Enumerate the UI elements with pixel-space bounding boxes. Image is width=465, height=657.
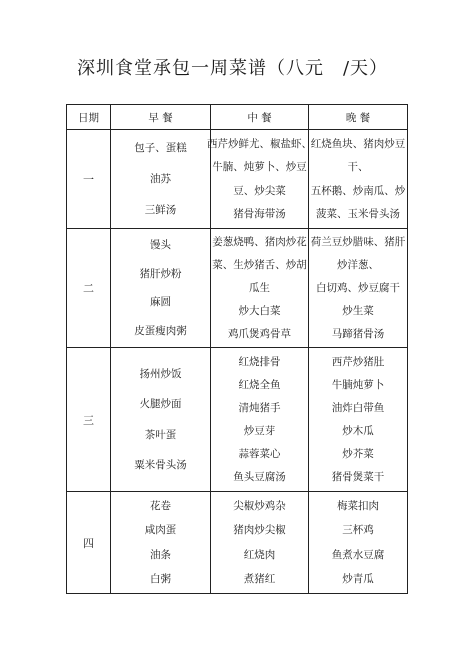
day-label: 一 [67, 130, 111, 229]
day-label: 三 [67, 348, 111, 492]
dish-item: 包子、蛋糕 [134, 141, 187, 154]
breakfast-cell [111, 130, 211, 229]
dinner-cell [309, 130, 408, 229]
dish-item: 油苏 [150, 172, 171, 185]
dish-item: 猪骨海带汤 [233, 208, 286, 221]
dish-item: 瓜生 [249, 281, 270, 294]
dish-item: 豆、炒尖菜 [233, 184, 286, 197]
dish-item: 咸肉蛋 [144, 524, 177, 537]
dish-item: 五杯鹅、炒南瓜、炒 [310, 184, 406, 197]
dish-item: 炒青瓜 [342, 572, 374, 585]
dinner-cell [309, 229, 408, 348]
dish-item: 马蹄猪骨汤 [331, 327, 385, 340]
dish-item: 尖椒炒鸡杂 [233, 500, 286, 513]
dish-item: 西芹炒鲜尤、椒盐虾、 [207, 137, 312, 150]
dish-item: 炒芥菜 [342, 448, 374, 461]
dish-item: 皮蛋瘦肉粥 [134, 324, 187, 337]
dish-item: 清炖猪手 [238, 401, 281, 414]
table-row [67, 130, 408, 229]
dish-item: 炒大白菜 [238, 304, 281, 317]
dish-item: 猪肝炒粉 [139, 267, 182, 280]
page-title: 深圳食堂承包一周菜谱（八元 /天） [76, 58, 389, 79]
menu-table [66, 104, 408, 594]
table-row [67, 348, 408, 492]
dish-item: 煮猪红 [243, 572, 276, 585]
header-lunch: 中 餐 [211, 105, 309, 130]
lunch-cell [211, 348, 309, 492]
header-breakfast: 早 餐 [111, 105, 211, 130]
dish-item: 油炸白带鱼 [331, 401, 385, 414]
dish-item: 粟米骨头汤 [134, 459, 187, 472]
dish-item: 茶叶蛋 [144, 428, 177, 441]
breakfast-cell [111, 348, 211, 492]
dinner-cell [309, 348, 408, 492]
dish-item: 姜葱烧鸭、猪肉炒花 [212, 236, 307, 249]
day-label: 四 [67, 492, 111, 594]
dish-item: 三杯鸡 [342, 524, 374, 537]
dish-item: 白粥 [150, 572, 171, 585]
table-row [67, 229, 408, 348]
dish-item: 红烧肉 [243, 548, 276, 561]
dish-item: 菠菜、玉米骨头汤 [316, 208, 400, 221]
dish-item: 牛腩炖萝卜 [331, 378, 385, 391]
dish-item: 荷兰豆炒腊味、猪肝 [310, 236, 406, 249]
dinner-cell [309, 492, 408, 594]
dish-item: 炒洋葱、 [337, 259, 379, 272]
table-row [67, 492, 408, 594]
dish-item: 猪骨煲菜干 [331, 471, 385, 484]
dish-item: 牛腩、炖萝卜、炒豆 [212, 161, 307, 174]
dish-item: 麻圆 [150, 296, 171, 309]
dish-item: 猪肉炒尖椒 [233, 524, 286, 537]
header-dinner: 晚 餐 [309, 105, 408, 130]
lunch-cell [207, 130, 312, 229]
dish-item: 炒豆芽 [243, 425, 276, 438]
breakfast-cell [111, 229, 211, 348]
dish-item: 梅菜扣肉 [337, 500, 379, 513]
dish-item: 蒜蓉菜心 [238, 448, 281, 461]
dish-item: 馒头 [150, 239, 171, 252]
lunch-cell [211, 229, 309, 348]
table-header-row [67, 105, 408, 130]
dish-item: 扬州炒饭 [139, 367, 182, 380]
dish-item: 鱼煮水豆腐 [331, 548, 385, 561]
dish-item: 红烧全鱼 [238, 378, 281, 391]
day-label: 二 [67, 229, 111, 348]
dish-item: 花卷 [150, 500, 171, 513]
lunch-cell [211, 492, 309, 594]
dish-item: 炒生菜 [342, 304, 374, 317]
dish-item: 干、 [347, 161, 369, 174]
dish-item: 炒木瓜 [342, 425, 374, 438]
breakfast-cell [111, 492, 211, 594]
dish-item: 鱼头豆腐汤 [233, 471, 286, 484]
dish-item: 白切鸡、炒豆腐干 [316, 281, 400, 294]
dish-item: 红烧鱼块、猪肉炒豆 [310, 137, 406, 150]
dish-item: 油条 [150, 548, 171, 561]
dish-item: 红烧排骨 [238, 355, 281, 368]
header-day: 日期 [67, 105, 111, 130]
dish-item: 火腿炒面 [139, 398, 182, 411]
dish-item: 西芹炒猪肚 [331, 355, 385, 368]
dish-item: 菜、生炒猪舌、炒胡 [212, 259, 307, 272]
dish-item: 三鲜汤 [144, 204, 177, 217]
dish-item: 鸡爪煲鸡骨草 [228, 327, 291, 340]
